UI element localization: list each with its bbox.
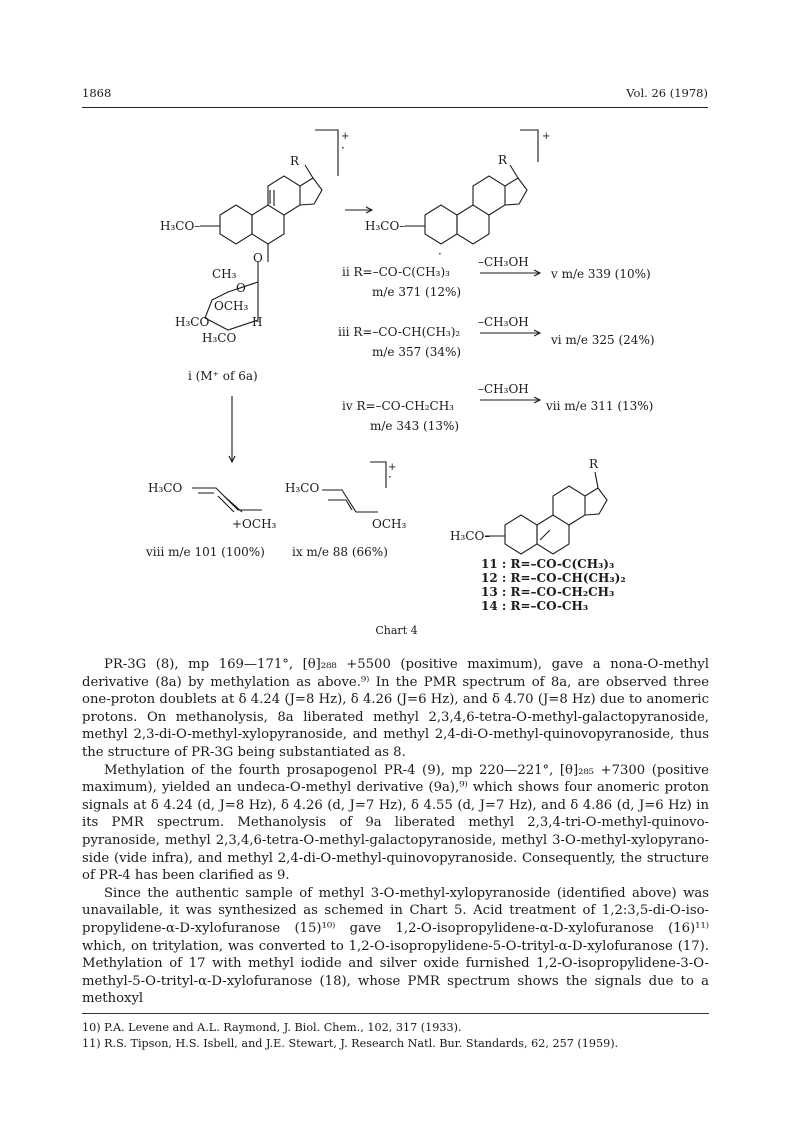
h-sugar: H [252, 315, 263, 329]
ring-a-left [220, 205, 252, 244]
footnotes [82, 1020, 709, 1052]
fragment-ix-h3co: H₃CO [285, 481, 320, 495]
paragraph-pr4: Methylation of the fourth prosapogenol PR-4 (9), mp 220—221°, [θ]₂₈₅ +7300 (positive maximum), yielded an undeca-O-methyl derivative (9a),⁹⁾ which shows four anomeric proton signals at δ 4.24 (d, J=8 Hz), δ 4.26 (d, J=7 Hz), δ 4.55 (d, J=7 Hz), and δ 4.86 (d, J=6 Hz) in its PMR spectrum. Methanolysis of 9a liberated methyl 2,3,4-tri-O-methyl-quinovopyranoside, methyl 2,3,4,6-tetra-O-methyl-galactopyranoside, methyl 3-O-methyl-xylopyranoside (vide infra), and methyl 2,4-di-O-methyl-quinovopyranoside. Consequently, the structure of PR-4 has been clarified as 9. [82, 762, 709, 884]
reaction-ii-product: v m/e 339 (10%) [551, 267, 651, 281]
plus-right: + [542, 131, 551, 142]
page-number: 1868 [82, 86, 112, 100]
fragment-ix-label: ix m/e 88 (66%) [292, 545, 388, 559]
footnote-11: 11) R.S. Tipson, H.S. Isbell, and J.E. Stewart, J. Research Natl. Bur. Standards, 62, 257 (1959). [82, 1037, 619, 1050]
paragraph-pr3g: PR-3G (8), mp 169—171°, [θ]₂₈₈ +5500 (positive maximum), gave a nona-O-methyl derivative (8a) by methylation as above.⁹⁾ In the PMR spectrum of 8a, are observed three one-proton doublets at δ 4.24 (J=8 Hz), δ 4.26 (J=6 Hz), and δ 4.70 (J=8 Hz) due to anomeric protons. On methanolysis, 8a liberated methyl 2,3,4,6-tetra-O-methyl-galactopyranoside, methyl 2,3-di-O-methyl-xylopyranoside, and methyl 2,4-di-O-methyl-quinovopyranoside, thus the structure of PR-3G being substantiated as 8. [82, 657, 709, 760]
r-label-left: R [290, 154, 300, 168]
compound-11: 11 : R=–CO-C(CH₃)₃ [481, 557, 615, 571]
reaction-iii-me: m/e 357 (34%) [372, 345, 462, 359]
ring-c-left [268, 176, 300, 215]
h3co-left: H₃CO– [160, 219, 201, 233]
ring-c-right [473, 176, 505, 215]
reaction-iv-r: iv R=–CO-CH₂CH₃ [342, 399, 454, 413]
h3co-sugar-b: H₃CO [202, 331, 237, 345]
o-ring-sugar: O [236, 281, 246, 295]
fragment-viii-h3co: H₃CO [148, 481, 183, 495]
reaction-iv-loss: –CH₃OH [478, 382, 529, 396]
radical-dot-ix: · [388, 470, 392, 484]
paragraph-synthesis: Since the authentic sample of methyl 3-O-methyl-xylopyranoside (identified above) was unavailable, it was synthesized as schemed in Chart 5. Acid treatment of 1,2:3,5-di-O-isopropylidene-α-D-xylofuranose (15)¹⁰⁾ gave 1,2-O-isopropylidene-α-D-xylofuranose (16)¹¹⁾ which, on tritylation, was converted to 1,2-O-isopropylidene-5-O-trityl-α-D-xylofuranose (17). Methylation of 17 with methyl iodide and silver oxide furnished 1,2-O-isopropylidene-3-O-methyl-5-O-trityl-α-D-xylofuranose (18), whose PMR spectrum shows the signals due to a methoxyl [82, 885, 709, 1007]
r-label-right: R [498, 153, 508, 167]
reaction-ii-r: ii R=–CO-C(CH₃)₃ [342, 265, 450, 279]
chart-caption: Chart 4 [375, 624, 418, 637]
ch3-sugar: CH₃ [212, 267, 237, 281]
h3co-sugar-a: H₃CO [175, 315, 210, 329]
compound-13: 13 : R=–CO-CH₂CH₃ [481, 585, 615, 599]
reaction-iii-r: iii R=–CO-CH(CH₃)₂ [338, 325, 461, 339]
reaction-iii-loss: –CH₃OH [478, 315, 529, 329]
reaction-ii-loss: –CH₃OH [478, 255, 529, 269]
ion-i-label: i (M⁺ of 6a) [188, 369, 258, 383]
ring-d-right [505, 178, 527, 205]
footnote-rule [82, 1013, 709, 1014]
r-label-compounds: R [589, 457, 599, 471]
plus-left: + [341, 131, 350, 142]
reaction-ii-me: m/e 371 (12%) [372, 285, 462, 299]
o-glycoside: O [253, 251, 263, 265]
compound-14: 14 : R=–CO-CH₃ [481, 599, 589, 613]
journal-volume: Vol. 26 (1978) [626, 86, 708, 100]
ring-a-right [425, 205, 457, 244]
ring-d-left [300, 178, 322, 205]
plus-ix: + [388, 462, 397, 473]
fragment-viii-label: viii m/e 101 (100%) [146, 545, 265, 559]
ring-b-left [252, 205, 284, 244]
fragment-viii-och3: +OCH₃ [232, 517, 277, 531]
radical-dot-right: · [438, 247, 442, 261]
bracket-right [520, 130, 538, 162]
och3-sugar: OCH₃ [214, 299, 249, 313]
body-text [82, 656, 709, 1008]
bracket-left [315, 130, 338, 176]
footnote-10: 10) P.A. Levene and A.L. Raymond, J. Biol. Chem., 102, 317 (1933). [82, 1021, 462, 1034]
reaction-iii-product: vi m/e 325 (24%) [551, 333, 655, 347]
reaction-iv-me: m/e 343 (13%) [370, 419, 460, 433]
compound-12: 12 : R=–CO-CH(CH₃)₂ [481, 571, 626, 585]
fragment-ix-och3: OCH₃ [372, 517, 407, 531]
radical-dot-left: · [341, 141, 345, 155]
h3co-right: H₃CO– [365, 219, 406, 233]
ring-b-right [457, 205, 489, 244]
reaction-iv-product: vii m/e 311 (13%) [546, 399, 654, 413]
h3co-compounds: H₃CO– [450, 529, 491, 543]
